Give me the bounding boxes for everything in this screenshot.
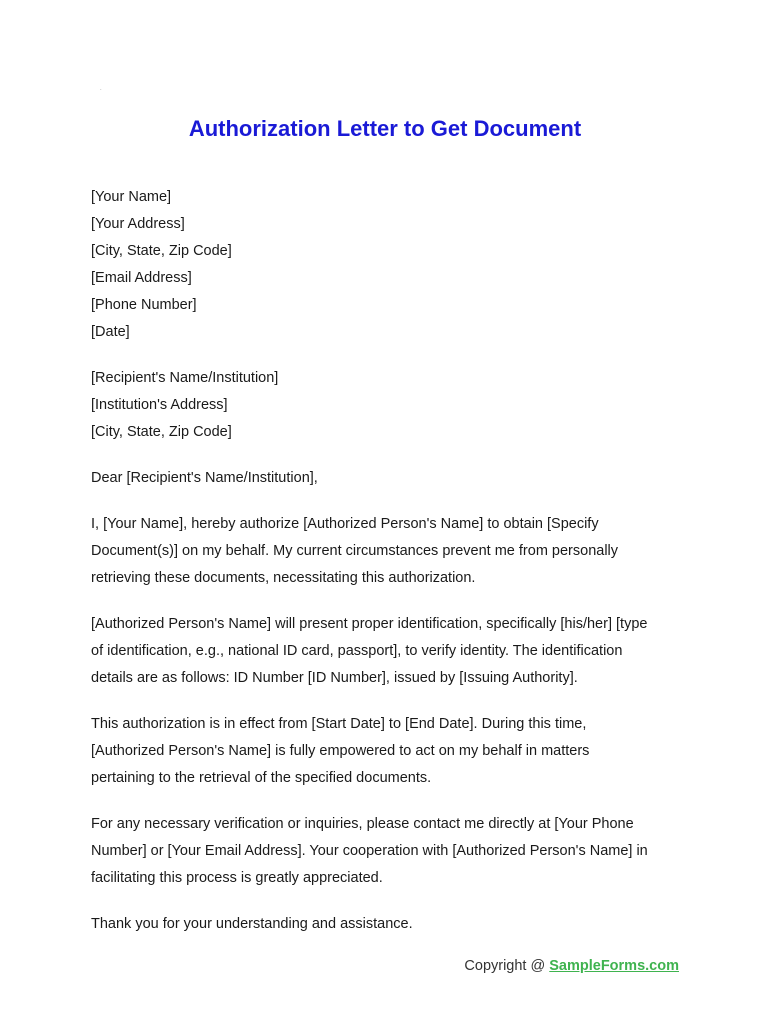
paragraph-line: I, [Your Name], hereby authorize [Authorized Person's Name] to obtain [Specify (91, 516, 599, 532)
sender-email: [Email Address] (91, 270, 192, 286)
sender-date: [Date] (91, 324, 130, 340)
copyright-footer (464, 958, 679, 974)
salutation (91, 465, 691, 492)
paragraph-line: [Authorized Person's Name] is fully empowered to act on my behalf in matters (91, 743, 590, 759)
paragraph-contact (91, 811, 691, 892)
letter-body (91, 184, 691, 938)
paragraph-line: This authorization is in effect from [Start Date] to [End Date]. During this time, (91, 716, 587, 732)
brand-link[interactable]: SampleForms.com (549, 958, 679, 974)
decorative-dot: . (100, 86, 102, 92)
paragraph-line: retrieving these documents, necessitating this authorization. (91, 570, 476, 586)
paragraph-identification (91, 611, 691, 692)
sender-block (91, 184, 691, 346)
paragraph-duration (91, 711, 691, 792)
recipient-name: [Recipient's Name/Institution] (91, 370, 279, 386)
paragraph-line: Number] or [Your Email Address]. Your cooperation with [Authorized Person's Name] in (91, 843, 648, 859)
salutation-text: Dear [Recipient's Name/Institution], (91, 470, 318, 486)
paragraph-line: details are as follows: ID Number [ID Number], issued by [Issuing Authority]. (91, 670, 578, 686)
recipient-city: [City, State, Zip Code] (91, 424, 232, 440)
paragraph-line: facilitating this process is greatly appreciated. (91, 870, 383, 886)
closing (91, 911, 691, 938)
recipient-address: [Institution's Address] (91, 397, 228, 413)
paragraph-line: [Authorized Person's Name] will present proper identification, specifically [his/her] [type (91, 616, 648, 632)
sender-name: [Your Name] (91, 189, 172, 205)
sender-address: [Your Address] (91, 216, 185, 232)
paragraph-authorization (91, 511, 691, 592)
sender-phone: [Phone Number] (91, 297, 197, 313)
sender-city: [City, State, Zip Code] (91, 243, 232, 259)
letter-title: Authorization Letter to Get Document (188, 116, 582, 141)
copyright-prefix: Copyright @ (464, 958, 550, 974)
recipient-block (91, 365, 691, 446)
paragraph-line: of identification, e.g., national ID card, passport], to verify identity. The identification (91, 643, 623, 659)
paragraph-line: Document(s)] on my behalf. My current circumstances prevent me from personally (91, 543, 619, 559)
closing-text: Thank you for your understanding and assistance. (91, 916, 413, 932)
paragraph-line: For any necessary verification or inquiries, please contact me directly at [Your Phone (91, 816, 634, 832)
paragraph-line: pertaining to the retrieval of the specified documents. (91, 770, 432, 786)
